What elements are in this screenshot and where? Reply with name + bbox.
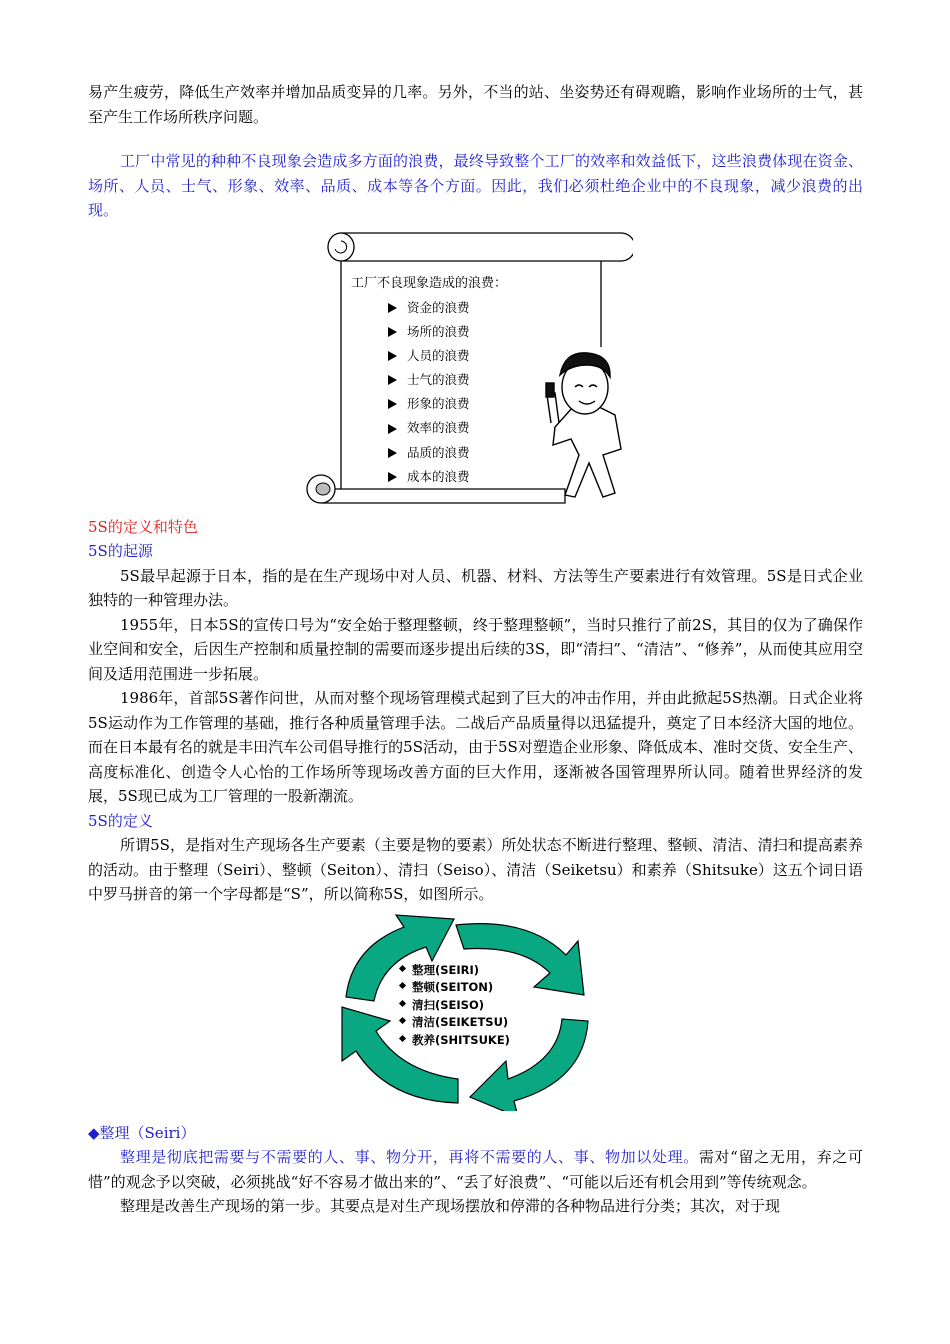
waste-item: 场所的浪费 [388,320,470,344]
5s-item: 清扫(SEISO) [400,997,510,1015]
diamond-bullet-icon [399,982,406,989]
arrow-bullet-icon [388,424,397,434]
5s-item: 清洁(SEIKETSU) [400,1014,510,1032]
origin-heading: 5S的起源 [88,542,153,560]
arrow-bullet-icon [388,351,397,361]
diamond-bullet-icon [399,1017,406,1024]
arrow-bullet-icon [388,399,397,409]
document-page [88,80,863,1219]
origin-paragraph-1: 5S最早起源于日本，指的是在生产现场中对人员、机器、材料、方法等生产要素进行有效管理。5S是日式企业独特的一种管理办法。 [88,566,863,609]
paragraph-fatigue: 易产生疲劳，降低生产效率并增加品质变异的几率。另外，不当的站、坐姿势还有碍观瞻，影响作业场所的士气，甚至产生工作场所秩序问题。 [88,83,863,126]
origin-paragraph-2: 1955年，日本5S的宣传口号为“安全始于整理整顿，终于整理整顿”，当时只推行了前2S，其目的仅为了确保作业空间和安全，后因生产控制和质量控制的需要而逐步提出后续的3S，即“清扫”、“清洁”、“修养”，从而使其应用空间及适用范围进一步拓展。 [88,615,863,683]
arrow-bullet-icon [388,472,397,482]
definition-paragraph: 所谓5S，是指对生产现场各生产要素（主要是物的要素）所处状态不断进行整理、整顿、清洁、清扫和提高素养的活动。由于整理（Seiri）、整顿（Seiton）、清扫（Seiso）、清洁（Seiketsu）和素养（Shitsuke）这五个词日语中罗马拼音的第一个字母都是“S”，所以简称5S，如图所示。 [88,836,863,903]
seiri-paragraph-1 [88,1145,863,1194]
waste-item: 人员的浪费 [388,344,470,368]
5s-cycle-figure [88,911,863,1121]
diamond-bullet-icon [399,999,406,1006]
waste-item: 效率的浪费 [388,416,470,440]
waste-item: 成本的浪费 [388,465,470,489]
scroll-figure [88,227,863,515]
scroll-title: 工厂不良现象造成的浪费： [351,275,508,291]
arrow-bullet-icon [388,303,397,313]
5s-item: 整理(SEIRI) [400,962,510,980]
5s-list [400,962,510,1050]
waste-item: 资金的浪费 [388,296,470,320]
diamond-bullet-icon [399,1034,406,1041]
5s-item: 整顿(SEITON) [400,979,510,997]
waste-list [388,296,470,490]
waste-item: 品质的浪费 [388,441,470,465]
origin-paragraph-3: 1986年，首部5S著作问世，从而对整个现场管理模式起到了巨大的冲击作用，并由此掀起5S热潮。日式企业将5S运动作为工作管理的基础，推行各种质量管理手法。二战后产品质量得以迅猛提升，奠定了日本经济大国的地位。而在日本最有名的就是丰田汽车公司倡导推行的5S活动，由于5S对塑造企业形象、降低成本、准时交货、安全生产、高度标准化、创造令人心怡的工作场所等现场改善方面的巨大作用，逐渐被各国管理界所认同。随着世界经济的发展，5S现已成为工厂管理的一股新潮流。 [88,689,863,805]
section-title: 5S的定义和特色 [88,517,198,536]
arrow-bullet-icon [388,327,397,337]
seiri-paragraph-2: 整理是改善生产现场的第一步。其要点是对生产现场摆放和停滞的各种物品进行分类；其次，对于现 [120,1197,781,1215]
seiri-heading: ◆整理（Seiri） [88,1123,196,1142]
definition-heading: 5S的定义 [88,811,153,830]
5s-item: 教养(SHITSUKE) [400,1032,510,1050]
seiri-explanation: 需对“留之无用，弃之可惜”的观念予以突破，必须挑战“好不容易才做出来的”、“丢了好浪费”、“可能以后还有机会用到”等传统观念。 [88,1148,863,1191]
seiri-definition: 整理是彻底把需要与不需要的人、事、物分开，再将不需要的人、事、物加以处理。 [120,1148,699,1166]
paragraph-waste: 工厂中常见的种种不良现象会造成多方面的浪费，最终导致整个工厂的效率和效益低下，这些浪费体现在资金、场所、人员、士气、形象、效率、品质、成本等各个方面。因此，我们必须杜绝企业中的不良现象，减少浪费的出现。 [88,152,863,219]
waste-item: 士气的浪费 [388,368,470,392]
man-illustration [546,352,621,496]
arrow-bullet-icon [388,375,397,385]
waste-item: 形象的浪费 [388,392,470,416]
arrow-bullet-icon [388,448,397,458]
diamond-bullet-icon [399,964,406,971]
